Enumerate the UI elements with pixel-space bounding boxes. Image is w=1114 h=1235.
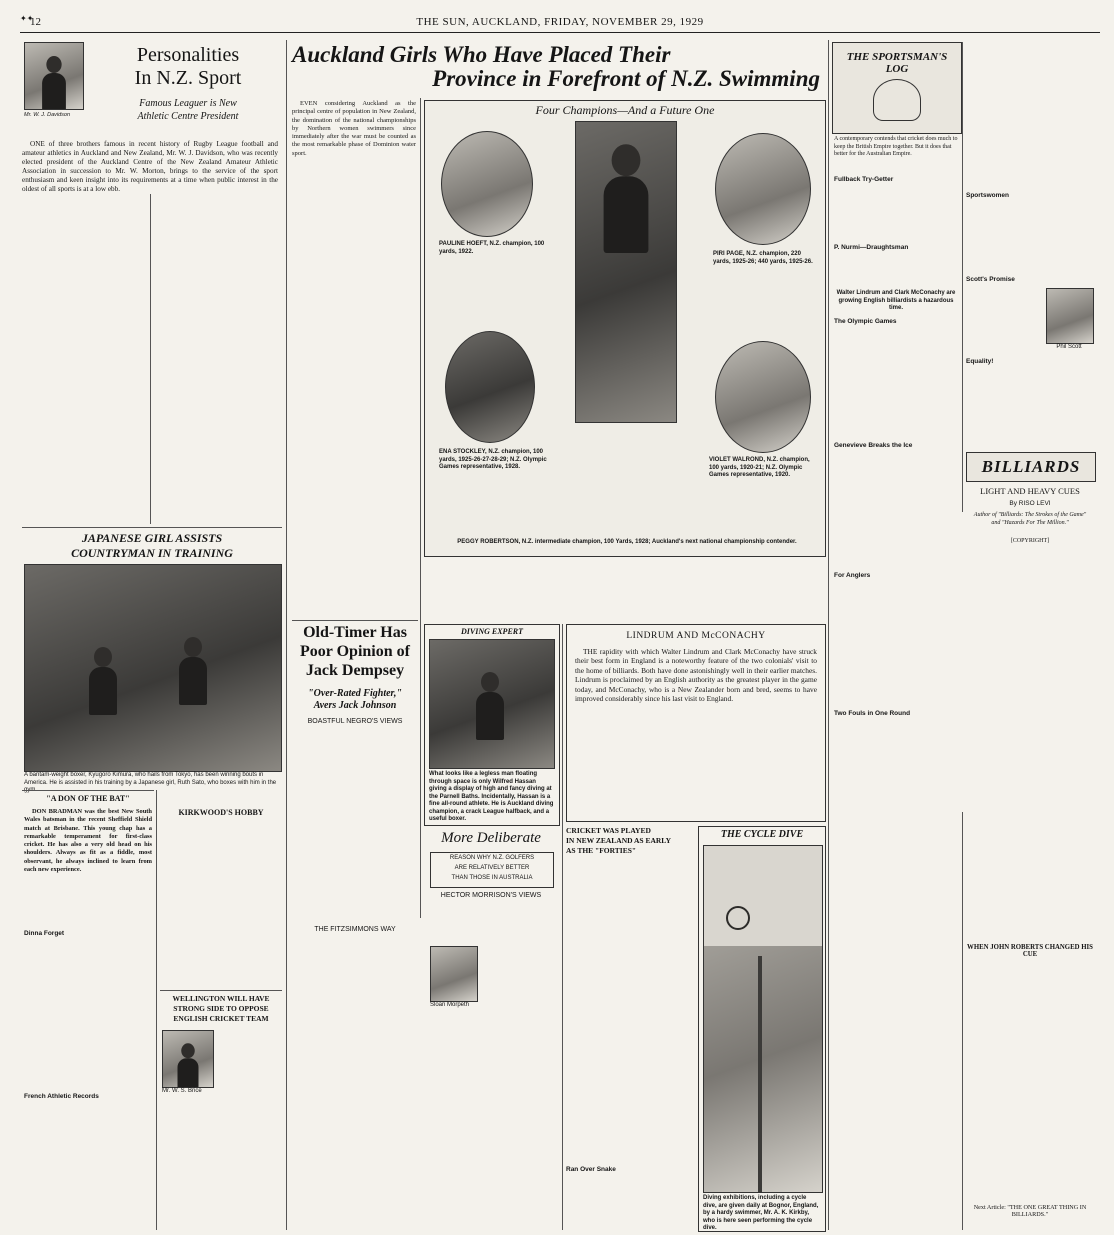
lindrum-lead [575,647,817,817]
log-item-nurmi: P. Nurmi—Draughtsman [834,244,909,251]
wellington-title-2: STRONG SIDE TO OPPOSE [173,1004,269,1013]
personalities-subhead-1: Famous Leaguer is New [139,98,237,109]
log-body-1 [834,186,958,242]
wellington-title-1: WELLINGTON WILL HAVE [172,994,270,1003]
walrond-caption: VIOLET WALROND, N.Z. champion, 100 yards, 1920-21; N.Z. Olympic Games representative, 1920. [709,457,810,478]
personalities-box [20,40,282,140]
page-caption: PIRI PAGE, N.Z. champion, 220 yards, 1925-26; 440 yards, 1925-26. [713,251,813,265]
don-of-bat-text [24,808,152,926]
cricket-body [566,862,694,1162]
oldtimer-body-2 [294,938,418,1228]
log-item-olympic: The Olympic Games [834,318,897,325]
morrison-section: HECTOR MORRISON'S VIEWS [440,892,542,899]
log-item-fouls: Two Fouls in One Round [834,710,911,717]
billiards-header [966,452,1096,482]
log-sidebar-body-2 [966,288,1042,354]
log-sidebar-equality: Equality! [966,358,994,365]
log-body-6 [834,720,958,810]
lindrum-box [566,624,826,822]
cycle-dive-title: THE CYCLE DIVE [720,829,804,840]
personalities-lead-text: ONE of three brothers famous in recent history of Rugby League football and amateur athletics in Auckland and New Zealand, Mr. W. J. Davidson, who was recently elected president of the Auckland Centre of the New Zealand Amateur Athletic Association in succession to Mr. W. Morton, brings to the service of the sport enthusiasm and keen insight into its requirements at a time when public interest in the oldest of all sports is at a low ebb. [22,140,278,192]
deliberate-kicker-2: ARE RELATIVELY BETTER [454,865,530,871]
diving-expert-box [424,624,560,826]
fitzsimmons-section: THE FITZSIMMONS WAY [314,926,396,933]
cricket-title-3: AS THE "FORTIES" [566,846,637,855]
walrond-photo [715,341,811,453]
diving-expert-title: DIVING EXPERT [460,627,523,636]
robertson-caption: PEGGY ROBERTSON, N.Z. intermediate champion, 100 Yards, 1928; Auckland's next national championship contender. [457,539,797,545]
oldtimer-body-1 [294,732,418,922]
lindrum-title: LINDRUM AND McCONACHY [626,631,766,641]
oldtimer-kicker: BOASTFUL NEGRO'S VIEWS [307,718,403,725]
brice-photo-caption: Mr. W. S. Brice [162,1088,202,1094]
log-sidebar-sportswomen: Sportswomen [966,192,1009,199]
masthead-line: THE SUN, AUCKLAND, FRIDAY, NOVEMBER 29, 1929 [416,16,704,28]
stockley-caption: ENA STOCKLEY, N.Z. champion, 100 yards, 1925-26-27-28-29; N.Z. Olympic Games representative, 1928. [439,449,547,470]
oldtimer-title-2: Poor Opinion of [300,643,410,660]
personalities-subhead-2: Athletic Centre President [137,111,239,122]
log-item-genevieve: Genevieve Breaks the Ice [834,442,913,449]
morpeth-caption: Sloan Morpeth [430,1002,470,1008]
deliberate-kicker-3: THAN THOSE IN AUSTRALIA [451,875,533,881]
lindrum-lead-text: THE rapidity with which Walter Lindrum and Clark McConachy have struck their best form in England is a noteworthy feature of the two colonials' visit to the home of billiards. Both have done astonishingly well in their earlier matches. Lindrum is proclaimed by an English authority as the greatest player in the game today, and McConachy, who is a New Zealander born and bred, seems to have improved considerably since his last visit to England. [575,647,817,704]
ran-over-snake-subhead: Ran Over Snake [566,1166,616,1173]
cricket-title-2: IN NEW ZEALAND AS EARLY [566,836,672,845]
personalities-title-2: In N.Z. Sport [134,67,242,89]
deliberate-kicker-box [430,852,554,888]
log-body-4 [834,452,958,568]
champions-photo-block [424,100,826,557]
oldtimer-subhead-2: Avers Jack Johnson [313,700,397,711]
cycle-dive-caption: Diving exhibitions, including a cycle dive, are given daily at Bognor, England, by a hardy swimmer, Mr. A. K. Kirkby, who is here seen performing the cycle dive. [703,1195,819,1231]
french-records-body [24,1104,152,1230]
main-lead-col [292,100,416,580]
personalities-title-1: Personalities [136,44,240,66]
don-of-bat-text-p: DON BRADMAN was the best New South Wales batsman in the recent Sheffield Shield match at Brisbane. This young chap has a remarkable temperament for first-class cricket. He has also a very old head on his shoulders. Always as fit as a fiddle, most observant, he always inclined to learn from each new experience. [24,808,152,874]
cricket-title-1: CRICKET WAS PLAYED [566,826,651,835]
davidson-photo-caption: Mr. W. J. Davidson [24,112,71,118]
japanese-caption: A bantam-weight boxer, Kyugoro Kimura, who hails from Tokyo, has been winning bouts in America. He is assisted in his training by a Japanese girl, Ruth Sato, who boxes with him in the [24,772,277,786]
page-number: 12 [30,16,41,28]
log-body-3 [834,328,958,438]
log-item-lindrum: Walter Lindrum and Clark McConachy are growing English billiardists a hazardous time. [836,290,956,311]
snake-body [566,1176,694,1230]
main-body-col-4 [692,560,822,620]
morpeth-portrait [430,946,478,1002]
billiards-next: Next Article: "THE ONE GREAT THING IN BILLIARDS." [973,1204,1087,1218]
billiards-copyright: [COPYRIGHT] [1010,538,1050,544]
log-sidebar-scott: Scott's Promise [966,276,1015,283]
hoeft-photo [441,131,533,237]
billiards-body-2 [966,962,1094,1200]
dinna-forget-body [24,940,152,1090]
stockley-photo [445,331,535,443]
hoeft-caption: PAULINE HOEFT, N.Z. champion, 100 yards, 1922. [439,241,545,255]
billiards-body-1 [966,548,1094,940]
phil-scott-portrait [1046,288,1094,344]
cycle-dive-photo [703,845,823,1193]
log-body-7 [834,812,958,1230]
corner-ornament-icon: ✦✦ [20,14,34,23]
brice-portrait [162,1030,214,1088]
deliberate-body-2 [428,1012,558,1230]
log-sidebar-body-1 [966,202,1094,272]
page-photo [715,133,811,245]
main-lead-text: EVEN considering Auckland as the principal centre of population in New Zealand, the domination of the national championships by Northern women swimmers since immediately after the war must be counted as the most remarkable phase of Dominion water sport. [292,100,416,157]
log-sidebar-top [966,42,1094,190]
main-title-1: Auckland Girls Who Have Placed Their [292,42,671,67]
bicycle-icon [726,906,750,930]
oldtimer-title-1: Old-Timer Has [303,624,407,641]
main-body-col-3 [560,560,686,620]
oldtimer-title-3: Jack Dempsey [305,662,405,679]
deliberate-title: More Deliberate [441,830,541,846]
oldtimer-subhead-1: "Over-Rated Fighter," [308,688,402,699]
deliberate-body [480,906,558,1006]
billiards-subhead: WHEN JOHN ROBERTS CHANGED HIS CUE [967,944,1093,958]
diving-photo [429,639,555,769]
wellington-body [216,1030,282,1230]
wellington-title-3: ENGLISH CRICKET TEAM [173,1014,269,1023]
billiards-subtitle: LIGHT AND HEAVY CUES [980,486,1080,496]
log-sidebar-body-3 [966,368,1094,448]
personalities-body-right [154,194,278,524]
deliberate-kicker-1: REASON WHY N.Z. GOLFERS [449,855,535,861]
japanese-title-1: JAPANESE GIRL ASSISTS [81,531,223,545]
robertson-photo [575,121,677,423]
sportsmans-log-title: THE SPORTSMAN'S LOG [846,51,948,75]
log-body-5 [834,582,958,706]
main-body-col-2 [428,560,554,620]
personalities-lead [22,140,278,192]
log-item-fullback: Fullback Try-Getter [834,176,894,183]
personalities-body-left [22,194,146,524]
billiards-title: BILLIARDS [981,457,1081,476]
main-title-2: Province in Forefront of N.Z. Swimming [432,66,820,91]
portrait-figure-icon [39,54,70,110]
dinna-forget-subhead: Dinna Forget [24,930,65,937]
phil-scott-caption: Phil Scott [1056,344,1082,350]
masthead [20,8,1100,33]
sportsman-cartoon-icon [873,79,921,121]
japanese-title-2: COUNTRYMAN IN TRAINING [71,546,233,560]
french-records-subhead: French Athletic Records [24,1093,99,1100]
japanese-boxer-photo [24,564,282,772]
billiards-author-note: Author of "Billiards: The Strokes of the Game" and "Hazards For The Million." [973,512,1087,526]
log-body-2 [834,254,958,288]
log-item-anglers: For Anglers [834,572,871,579]
sportsmans-log-header [832,42,962,134]
kirkwood-body [160,822,282,988]
billiards-byline: By RISO LEVI [1009,500,1051,507]
diving-caption: What looks like a legless man floating through space is only Wilfred Hassan giving a display of high and fancy diving at the Parnell Baths. Incidentally, Hassan is a fine all-round athlete. He is Auckland diving champion, a crack League halfback, and a useful boxer. [429,771,554,822]
davidson-portrait [24,42,84,110]
champions-heading: Four Champions—And a Future One [535,103,715,117]
don-of-bat-title: "A DON OF THE BAT" [46,794,130,803]
kirkwood-title: KIRKWOOD'S HOBBY [178,808,264,817]
cycle-dive-box [698,826,826,1232]
cartoon-caption: A contemporary contends that cricket does much to keep the British Empire together. But it does that better for the Australian Empire. [834,136,958,157]
